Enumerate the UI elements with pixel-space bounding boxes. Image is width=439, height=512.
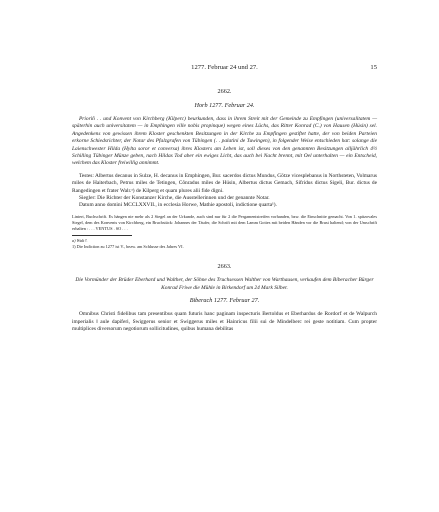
witness-list: Testes: Albertus decanus in Sulze, H. decanus in Emphingen, Bur. sacerdos dictus Mundus, Götze vicesplebanus in Northsteten, Volmarus miles de Haiterbach, Petrus miles de Tetingen, Cônradus miles de Húsin, Albertus dictus Gemach, Sifridus dictus Sigeli, Bur. dictus de Rangedingen et frater Walr.ᵃ) de Kilperg et quam plures alii fide digni. — [72, 172, 377, 194]
charter-text: Omnibus Christi fidelibus tam presentibus quam futuris hanc paginam inspecturis Bertoldus et Eberhardus de Rordorf et de Walpurch imperialis ‖ aule dapiferi, Swiggerus senior et Swiggerus miles et Hainricus filii sui de Mindelberc rei geste notitiam. Cum propter multiplices diversorum negotiorum sollicitudines, quibus humana debilitas — [72, 311, 377, 332]
sealer-note: Siegler: Die Richter der Konstanzer Kirche, die Ausstellerinnen und der genannte Notar. — [79, 195, 270, 202]
running-header — [72, 64, 377, 76]
document-number: 2662. — [217, 88, 232, 95]
document-page — [72, 64, 377, 333]
document-2662 — [72, 88, 377, 250]
page-number: 15 — [370, 64, 377, 71]
section-spacer — [72, 250, 377, 263]
document-date: Biberach 1277. Februar 27. — [189, 297, 260, 305]
document-2663 — [72, 263, 377, 333]
regest: Die Vormünder der Brüder Eberhard und Walther, der Söhne des Truchsessen Walther von Warthausen, verkaufen dem Biberacher Bürger Konrad Friwe die Mühle in Birkendorf um 24 Mark Silber. — [75, 277, 374, 291]
archival-note: Liniert, Buchschrift. Es hängen nie mehr als 2 Siegel an der Urkunde, auch sind nur für 2 die Pergamentstreifen vorhanden, bzw. die Einschnitte gemacht. Von 1. spitzovales Siegel, dem des Konvents von Kirchberg, ein Bruchstück: Johannes der Täufer, die Schrift mit dem Lamm Gottes mit beiden Händen vor die Brust haltend; von der Umschrift erhalten : . . . VENTUS . SO . . . — [72, 213, 377, 232]
regest: Prioriñ . . und Konvent von Kirchberg (Kilperc) beurkunden, dass in ihrem Streit mit der Gemeinde zu Empfingen (universalitatem — späterhin auch universitatem — in Emphingen ville nobis propinque) wegen eines Lüchs, das Ritter Konrad (C.) von Hausen (Húsin) sel. Angedenkens von gewissen ihrem Kloster geschenkten Besitzungen in der Kirche zu Empfingen gestiftet hatte, der von beiden Parteien erkorne Schiedsrichter, der Notar des Pfalzgrafen von Tübingen (. . palatini de Tuwingen), in folgender Weise entschieden hat: solange die Laienschwester Hilda (Hylta soror et conversa) ihres Klosters am Leben ist, soll dieses von den genannten Besitzungen alljährlich 4½ Schilling Tübinger Münze geben, nach Hildas Tod aber ein ewiges Licht, das auch bei Nacht brennt, mit Oel unterhalten — ein Entscheid, welchem das Kloster freiwillig annimmt. — [72, 116, 377, 167]
footnote-a: a) Walt?. — [72, 238, 88, 244]
footnote-rule — [72, 235, 132, 236]
footnote-1: 1) Die Indiction zu 1277 ist V., bezw. am Schlusse des Jahres VI. — [72, 244, 184, 250]
document-number: 2663. — [217, 263, 232, 271]
document-date: Horb 1277. Februar 24. — [194, 102, 255, 109]
running-title: 1277. Februar 24 und 27. — [191, 64, 258, 71]
dating-clause: Datum anno domini MCCLXXVII., in ecclesia Horwe, Mathie apostoli, indictione quarta¹). — [79, 202, 277, 209]
